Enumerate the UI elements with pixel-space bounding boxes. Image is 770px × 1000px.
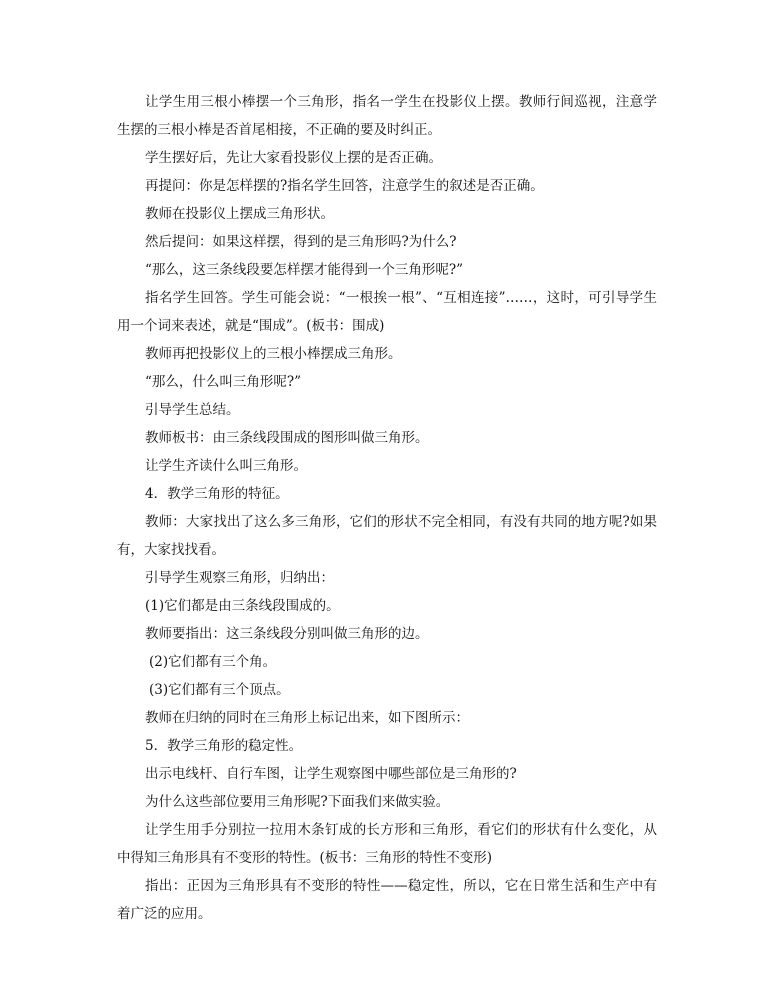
paragraph-check-projector: 学生摆好后，先让大家看投影仪上摆的是否正确。 xyxy=(145,150,442,166)
paragraph-ask-how: 再提问：你是怎样摆的?指名学生回答，注意学生的叙述是否正确。 xyxy=(145,178,544,194)
paragraph-quote-how: “那么，这三条线段要怎样摆才能得到一个三角形呢?” xyxy=(145,262,464,278)
paragraph-mark-figure: 教师在归纳的同时在三角形上标记出来，如下图所示： xyxy=(145,710,469,726)
paragraph-sides: 教师要指出：这三条线段分别叫做三角形的边。 xyxy=(145,626,429,642)
list-item-2: (2)它们都有三个角。 xyxy=(149,654,277,670)
lesson-text xyxy=(117,88,657,928)
paragraph-question-triangle: 然后提问：如果这样摆，得到的是三角形吗?为什么? xyxy=(145,234,457,250)
paragraph-board-definition: 教师板书：由三条线段围成的图形叫做三角形。 xyxy=(145,430,429,446)
paragraph-teacher-arranges: 教师在投影仪上摆成三角形状。 xyxy=(145,206,334,222)
paragraph-teacher-again: 教师再把投影仪上的三根小棒摆成三角形。 xyxy=(145,346,402,362)
paragraph-summarize: 引导学生总结。 xyxy=(145,402,240,418)
paragraph-observe: 引导学生观察三角形，归纳出： xyxy=(145,570,334,586)
section-heading-stability: 5．教学三角形的稳定性。 xyxy=(145,738,303,754)
paragraph-student-answer: 指名学生回答。学生可能会说：“一根挨一根”、“互相连接”……，这时，可引导学生用一个词来表述，就是“围成”。(板书：围成) xyxy=(117,290,657,334)
list-item-1: (1)它们都是由三条线段围成的。 xyxy=(145,598,340,614)
paragraph-quote-definition: “那么，什么叫三角形呢?” xyxy=(145,374,302,390)
paragraph-why-triangle: 为什么这些部位要用三角形呢?下面我们来做实验。 xyxy=(145,794,450,810)
paragraph-read-aloud: 让学生齐读什么叫三角形。 xyxy=(145,458,307,474)
paragraph-application: 指出：正因为三角形具有不变形的特性——稳定性，所以，它在日常生活和生产中有着广泛的应用。 xyxy=(117,878,657,922)
paragraph-arrange-sticks: 让学生用三根小棒摆一个三角形，指名一学生在投影仪上摆。教师行间巡视，注意学生摆的三根小棒是否首尾相接，不正确的要及时纠正。 xyxy=(117,94,657,138)
paragraph-experiment: 让学生用手分别拉一拉用木条钉成的长方形和三角形，看它们的形状有什么变化，从中得知三角形具有不变形的特性。(板书：三角形的特性不变形) xyxy=(117,822,657,866)
list-item-3: (3)它们都有三个顶点。 xyxy=(149,682,290,698)
paragraph-find-common: 教师：大家找出了这么多三角形，它们的形状不完全相同，有没有共同的地方呢?如果有，大家找找看。 xyxy=(117,514,657,558)
paragraph-show-images: 出示电线杆、自行车图，让学生观察图中哪些部位是三角形的? xyxy=(145,766,517,782)
section-heading-features: 4．教学三角形的特征。 xyxy=(145,486,289,502)
